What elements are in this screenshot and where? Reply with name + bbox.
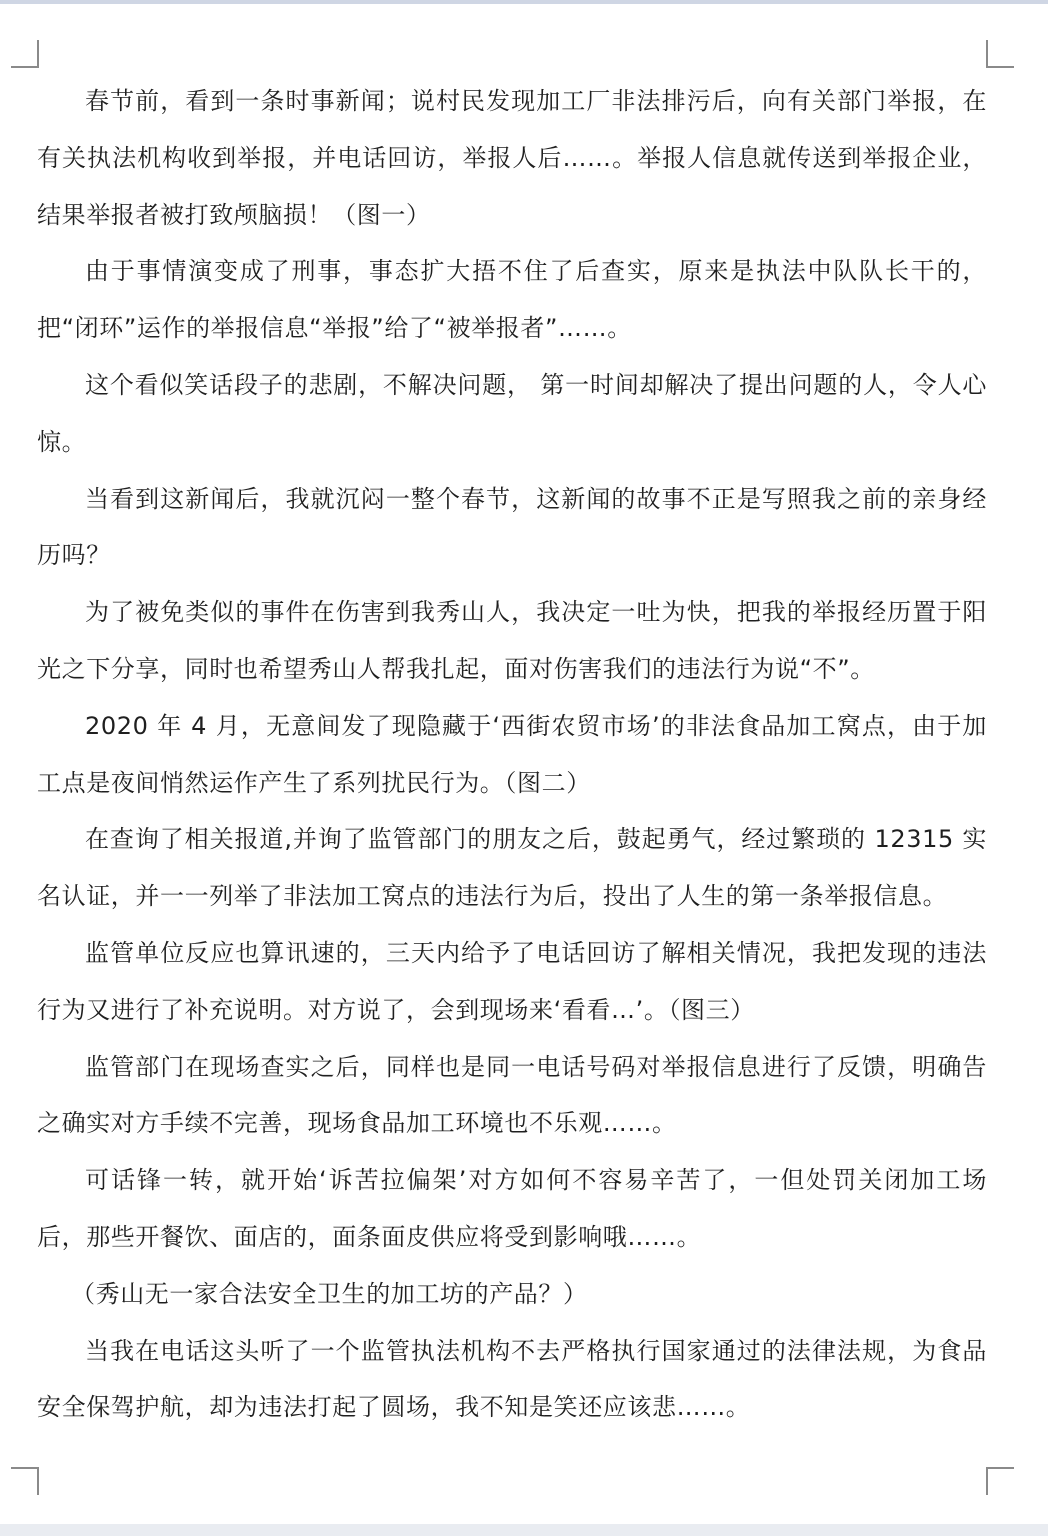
paragraph-note: （秀山无一家合法安全卫生的加工坊的产品？） xyxy=(71,1279,588,1308)
document-page xyxy=(0,4,1048,1524)
margin-corner-top-left xyxy=(11,40,39,68)
window-bottom-strip xyxy=(0,1524,1048,1536)
paragraph: 春节前，看到一条时事新闻；说村民发现加工厂非法排污后，向有关部门举报，在有关执法机构收到举报，并电话回访，举报人后……。举报人信息就传送到举报企业，结果举报者被打致颅脑损！（图一） xyxy=(37,87,987,229)
paragraph: 2020 年 4 月，无意间发了现隐藏于‘西街农贸市场’的非法食品加工窝点，由于加工点是夜间悄然运作产生了系列扰民行为。（图二） xyxy=(37,711,987,797)
paragraph: 当看到这新闻后，我就沉闷一整个春节，这新闻的故事不正是写照我之前的亲身经历吗？ xyxy=(37,484,987,570)
paragraph: 当我在电话这头听了一个监管执法机构不去严格执行国家通过的法律法规，为食品安全保驾护航，却为违法打起了圆场，我不知是笑还应该悲……。 xyxy=(37,1336,987,1422)
paragraph: 在查询了相关报道,并询了监管部门的朋友之后，鼓起勇气，经过繁琐的 12315 实名认证，并一一列举了非法加工窝点的违法行为后，投出了人生的第一条举报信息。 xyxy=(37,825,987,911)
paragraph: 监管单位反应也算讯速的，三天内给予了电话回访了解相关情况，我把发现的违法行为又进行了补充说明。对方说了，会到现场来‘看看…’。（图三） xyxy=(37,938,987,1024)
paragraph: 可话锋一转，就开始‘诉苦拉偏架’对方如何不容易辛苦了，一但处罚关闭加工场后，那些开餐饮、面店的，面条面皮供应将受到影响哦……。 xyxy=(37,1166,987,1251)
paragraph: 这个看似笑话段子的悲剧，不解决问题， 第一时间却解决了提出问题的人，令人心惊。 xyxy=(37,370,987,456)
margin-corner-bottom-right xyxy=(986,1467,1014,1495)
paragraph: 监管部门在现场查实之后，同样也是同一电话号码对举报信息进行了反馈，明确告之确实对方手续不完善，现场食品加工环境也不乐观……。 xyxy=(37,1052,987,1138)
margin-corner-top-right xyxy=(986,40,1014,68)
document-body xyxy=(37,73,987,1436)
margin-corner-bottom-left xyxy=(11,1467,39,1495)
paragraph: 为了被免类似的事件在伤害到我秀山人，我决定一吐为快，把我的举报经历置于阳光之下分享，同时也希望秀山人帮我扎起，面对伤害我们的违法行为说“不”。 xyxy=(37,598,987,683)
paragraph: 由于事情演变成了刑事，事态扩大捂不住了后查实，原来是执法中队队长干的，把“闭环”运作的举报信息“举报”给了“被举报者”……。 xyxy=(37,257,987,343)
